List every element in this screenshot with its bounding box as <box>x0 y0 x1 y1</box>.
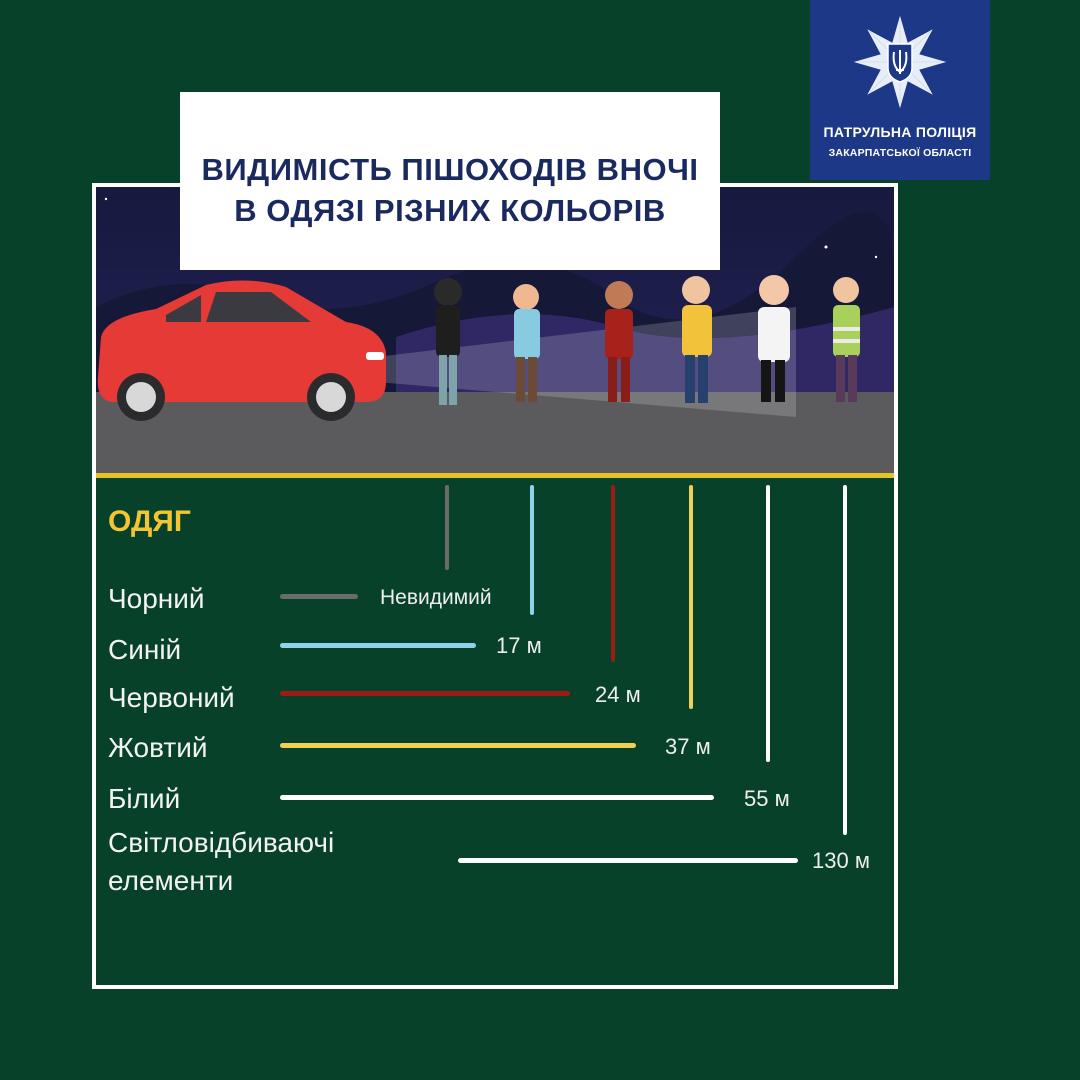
value-blue: 17 м <box>496 633 542 658</box>
value-red: 24 м <box>595 682 641 707</box>
row-label-reflective-2: елементи <box>108 865 234 896</box>
row-label-red: Червоний <box>108 682 235 713</box>
bar-reflective <box>458 858 798 863</box>
road-edge-line <box>96 473 894 478</box>
bar-blue <box>280 643 476 648</box>
bar-red <box>280 691 570 696</box>
logo-subtitle: ЗАКАРПАТСЬКОЇ ОБЛАСТІ <box>828 147 972 159</box>
bar-black <box>280 594 358 599</box>
value-white: 55 м <box>744 786 790 811</box>
vertical-line-black <box>445 485 449 570</box>
value-black: Невидимий <box>380 586 492 609</box>
vertical-line-white <box>766 485 770 762</box>
vertical-line-red <box>611 485 615 662</box>
bar-white <box>280 795 714 800</box>
title-box <box>180 92 720 270</box>
row-label-black: Чорний <box>108 583 205 614</box>
vertical-line-yellow <box>689 485 693 709</box>
vertical-line-reflective <box>843 485 847 835</box>
legend-title: ОДЯГ <box>108 505 191 538</box>
row-label-blue: Синій <box>108 634 182 665</box>
logo-title: ПАТРУЛЬНА ПОЛІЦІЯ <box>823 124 977 140</box>
title-line-1: ВИДИМІСТЬ ПІШОХОДІВ ВНОЧІ <box>201 152 699 187</box>
row-label-reflective-1: Світловідбиваючі <box>108 827 335 858</box>
bar-yellow <box>280 743 636 748</box>
row-label-white: Білий <box>108 783 181 814</box>
value-reflective: 130 м <box>812 848 870 873</box>
police-star-trident-icon <box>850 12 950 112</box>
row-label-yellow: Жовтий <box>108 732 208 763</box>
value-yellow: 37 м <box>665 734 711 759</box>
title-line-2: В ОДЯЗІ РІЗНИХ КОЛЬОРІВ <box>234 193 666 228</box>
police-logo <box>810 0 990 180</box>
vertical-line-blue <box>530 485 534 615</box>
